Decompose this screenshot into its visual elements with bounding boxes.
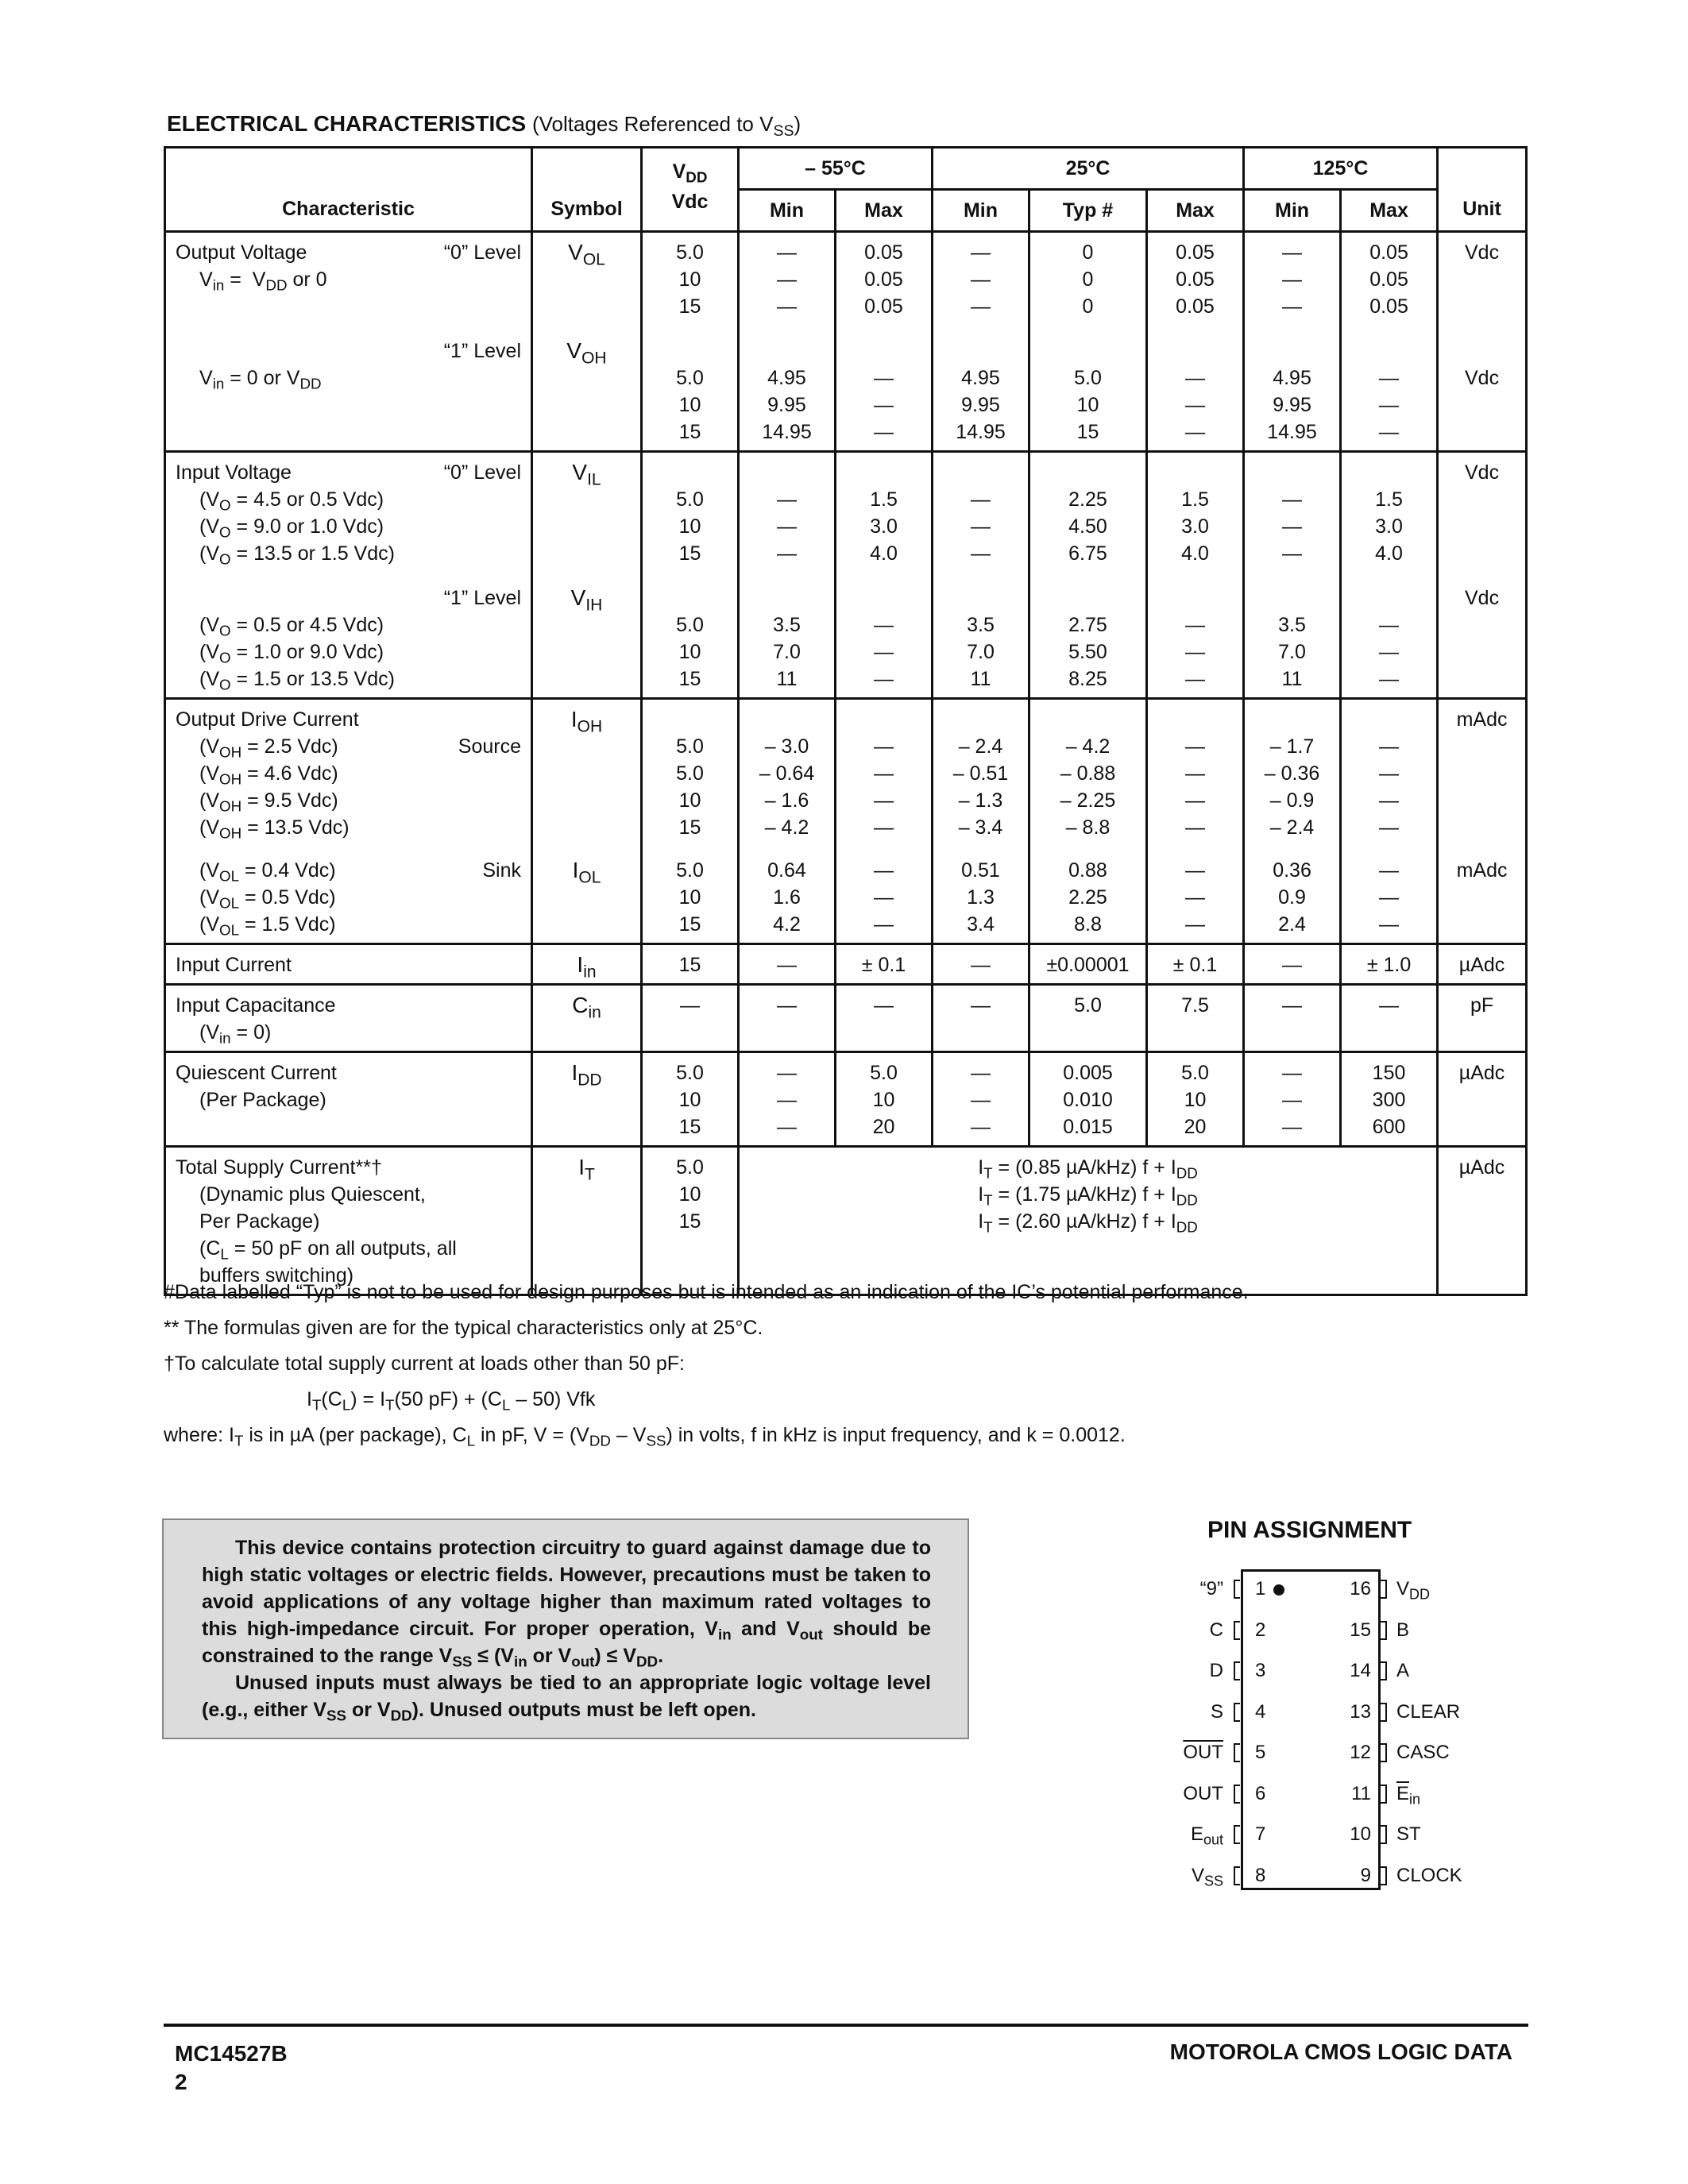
pin-number: 5 <box>1255 1742 1266 1763</box>
pin-label-right: B <box>1396 1619 1410 1641</box>
header-temp-25: 25°C <box>933 148 1244 190</box>
pin-stub <box>1381 1621 1387 1640</box>
pin-stub <box>1381 1866 1387 1885</box>
pin-label-right: CLOCK <box>1396 1864 1462 1886</box>
pin-label-left: S <box>1210 1700 1223 1723</box>
cell-vdd: — <box>642 985 739 1052</box>
pin-label-left: $E_{out}$ <box>1190 1823 1223 1848</box>
cell-value: — — — 4.95 9.95 14.95 <box>1244 232 1341 452</box>
cell-value: 5.0 <box>1029 985 1147 1052</box>
cell-value: 1.5 3.0 4.0 — — — <box>836 452 933 699</box>
pin-number: 6 <box>1255 1782 1266 1804</box>
cell-characteristic: Total Supply Current**† (Dynamic plus Quiescent, Per Package) ($C_L = 50$ pF on all outputs, all buffers switching) <box>165 1147 532 1295</box>
cell-value: – 4.2 – 0.88 – 2.25 – 8.8 0.88 2.25 8.8 <box>1029 699 1147 944</box>
pin-stub <box>1381 1580 1387 1599</box>
cell-value: — — — 4.95 9.95 14.95 <box>933 232 1029 452</box>
cell-value: — — — 3.5 7.0 11 <box>1244 452 1341 699</box>
cell-vdd: 5.0 5.0 10 15 5.0 10 15 <box>642 699 739 944</box>
header-temp-minus55: – 55°C <box>739 148 933 190</box>
header-characteristic: Characteristic <box>165 148 532 232</box>
pin-label-right: ST <box>1396 1823 1421 1845</box>
header-max: Max <box>836 190 933 232</box>
cell-formula: $I_T = (0.85$ µA/kHz) $f + I_{DD}$ $I_T = (1.75$ µA/kHz) $f + I_{DD}$ $I_T = (2.60$ µA/kHz) $f + I_{DD}$ <box>739 1147 1438 1295</box>
cell-value: 0.05 0.05 0.05 — — — <box>1341 232 1438 452</box>
cell-value: – 1.7 – 0.36 – 0.9 – 2.4 0.36 0.9 2.4 <box>1244 699 1341 944</box>
header-typ: Typ # <box>1029 190 1147 232</box>
pin-label-right: CLEAR <box>1396 1700 1461 1723</box>
pin-label-left: D <box>1209 1660 1223 1681</box>
cell-value: — <box>739 985 836 1052</box>
cell-value: 2.25 4.50 6.75 2.75 5.50 8.25 <box>1029 452 1147 699</box>
footnote-equation: $I_T(C_L) = I_T(50$ $pF) + (C_L - 50)$ Vfk <box>307 1388 596 1414</box>
pin-assignment-title: PIN ASSIGNMENT <box>1207 1517 1412 1543</box>
table-title: ELECTRICAL CHARACTERISTICS (Voltages Referenced to $V_{SS}$) <box>167 111 802 140</box>
cell-symbol: $V_{IL}$ $V_{IH}$ <box>532 452 642 699</box>
table-row <box>165 699 1527 944</box>
cell-characteristic: Output Drive Current ($V_{OH} = 2.5$ Vdc) Source ($V_{OH} = 4.6$ Vdc) ($V_{OH} = 9.5$ Vdc) ($V_{OH} = 13.5$ Vdc) ($V_{OL} = 0.4$ Vdc) Sink ($V_{OL} = 0.5$ Vdc) ($V_{OL} = 1.5$ Vdc) <box>165 699 532 944</box>
footer-left <box>175 2039 288 2097</box>
cell-vdd: 5.0 10 15 5.0 10 15 <box>642 232 739 452</box>
pin-stub <box>1234 1825 1240 1844</box>
pin-label-left: $V_{SS}$ <box>1191 1864 1223 1889</box>
cell-value: 150 300 600 <box>1341 1052 1438 1147</box>
pin-number: 14 <box>1350 1660 1371 1681</box>
electrical-characteristics-table <box>164 146 1528 1296</box>
cell-symbol: $V_{OL}$ $V_{OH}$ <box>532 232 642 452</box>
pin-stub <box>1381 1703 1387 1722</box>
pin-number: 7 <box>1255 1823 1266 1845</box>
cell-characteristic: Output Voltage “0” Level $V_{in} = V_{DD}$ or 0 “1” Level $V_{in} = 0$ or $V_{DD}$ <box>165 232 532 452</box>
header-max: Max <box>1341 190 1438 232</box>
table-row <box>165 1147 1527 1295</box>
warning-paragraph-2: Unused inputs must always be tied to an appropriate logic voltage level (e.g., either $V_{SS}$ or $V_{DD}$). Unused outputs must be left open. <box>202 1672 931 1724</box>
pin-number: 4 <box>1255 1700 1266 1723</box>
cell-value: — — — <box>933 1052 1029 1147</box>
cell-value: — — — — — — — <box>836 699 933 944</box>
cell-value: — — — <box>739 1052 836 1147</box>
footnote-where: where: $I_T$ is in µA (per package), $C_L$ in pF, $V = (V_{DD} - V_{SS})$ in volts, f in kHz is input frequency, and k = 0.0012. <box>164 1424 1126 1449</box>
cell-unit: µAdc <box>1438 1052 1527 1147</box>
cell-vdd: 5.0 10 15 <box>642 1052 739 1147</box>
pin-label-right: A <box>1396 1660 1410 1681</box>
pin-number: 9 <box>1360 1864 1371 1886</box>
footer-brand: MOTOROLA CMOS LOGIC DATA <box>1169 2039 1512 2064</box>
pin-number: 16 <box>1350 1578 1371 1599</box>
cell-value: — <box>933 944 1029 985</box>
cell-value: – 3.0 – 0.64 – 1.6 – 4.2 0.64 1.6 4.2 <box>739 699 836 944</box>
cell-value: 1.5 3.0 4.0 — — — <box>1341 452 1438 699</box>
cell-value: – 2.4 – 0.51 – 1.3 – 3.4 0.51 1.3 3.4 <box>933 699 1029 944</box>
pin-number: 11 <box>1351 1782 1371 1804</box>
table-row <box>165 985 1527 1052</box>
footer-rule <box>164 2024 1528 2027</box>
pin-number: 10 <box>1350 1823 1371 1845</box>
pin-label-left: C <box>1209 1619 1223 1641</box>
cell-value: — — — <box>1244 1052 1341 1147</box>
table-row <box>165 1052 1527 1147</box>
pin-stub <box>1234 1866 1240 1885</box>
cell-characteristic: Input Capacitance $(V_{in} = 0)$ <box>165 985 532 1052</box>
pin-label-left: OUT <box>1183 1782 1223 1804</box>
header-min: Min <box>739 190 836 232</box>
cell-value: — — — 3.5 7.0 11 <box>739 452 836 699</box>
esd-warning-box <box>162 1518 969 1739</box>
cell-value: — <box>1341 985 1438 1052</box>
footnote-formulas: ** The formulas given are for the typical characteristics only at 25°C. <box>164 1317 763 1339</box>
pin1-dot-icon <box>1273 1584 1284 1596</box>
cell-value: — — — — — — — <box>1341 699 1438 944</box>
header-vdd: $V_{DD}$ Vdc <box>642 148 739 232</box>
pin-stub <box>1234 1785 1240 1804</box>
pin-stub <box>1381 1825 1387 1844</box>
pin-number: 3 <box>1255 1660 1266 1681</box>
cell-value: ± 0.1 <box>1147 944 1244 985</box>
cell-value: 1.5 3.0 4.0 — — — <box>1147 452 1244 699</box>
cell-symbol: $I_{in}$ <box>532 944 642 985</box>
pin-stub <box>1234 1621 1240 1640</box>
cell-value: — <box>933 985 1029 1052</box>
table-row <box>165 944 1527 985</box>
cell-characteristic: Quiescent Current (Per Package) <box>165 1052 532 1147</box>
cell-vdd: 15 <box>642 944 739 985</box>
cell-symbol: $I_T$ <box>532 1147 642 1295</box>
pin-label-right: CASC <box>1396 1742 1450 1763</box>
footer-part-number: MC14527B <box>175 2041 288 2066</box>
header-temp-125: 125°C <box>1244 148 1438 190</box>
cell-value: — — — 4.95 9.95 14.95 <box>739 232 836 452</box>
footnote-dagger: †To calculate total supply current at loads other than 50 pF: <box>164 1352 685 1375</box>
cell-vdd: 5.0 10 15 5.0 10 15 <box>642 452 739 699</box>
pin-stub <box>1234 1661 1240 1680</box>
header-min: Min <box>1244 190 1341 232</box>
cell-value: 0.005 0.010 0.015 <box>1029 1052 1147 1147</box>
cell-unit: µAdc <box>1438 944 1527 985</box>
pin-stub <box>1234 1743 1240 1762</box>
cell-value: 0.05 0.05 0.05 — — — <box>1147 232 1244 452</box>
cell-value: — — — 3.5 7.0 11 <box>933 452 1029 699</box>
cell-characteristic: Input Voltage “0” Level ($V_O = 4.5$ or 0.5 Vdc) ($V_O = 9.0$ or 1.0 Vdc) ($V_O = 13.5$ or 1.5 Vdc) “1” Level ($V_O = 0.5$ or 4.5 Vdc) ($V_O = 1.0$ or 9.0 Vdc) ($V_O = 1.5$ or 13.5 Vdc) <box>165 452 532 699</box>
cell-value: ±0.00001 <box>1029 944 1147 985</box>
cell-unit: Vdc Vdc <box>1438 452 1527 699</box>
header-unit: Unit <box>1438 148 1527 232</box>
cell-value: 0.05 0.05 0.05 — — — <box>836 232 933 452</box>
pin-stub <box>1381 1661 1387 1680</box>
pin-label-right: $V_{DD}$ <box>1396 1578 1431 1603</box>
cell-characteristic: Input Current <box>165 944 532 985</box>
cell-symbol: $C_{in}$ <box>532 985 642 1052</box>
pin-label-left: “9” <box>1199 1578 1223 1599</box>
pin-stub <box>1381 1785 1387 1804</box>
pin-label-left: $\overline{OUT}$ <box>1183 1742 1223 1763</box>
cell-value: — <box>1244 944 1341 985</box>
pin-number: 13 <box>1350 1700 1371 1723</box>
cell-unit: µAdc <box>1438 1147 1527 1295</box>
header-symbol: Symbol <box>532 148 642 232</box>
table-row <box>165 232 1527 452</box>
cell-value: — <box>739 944 836 985</box>
cell-symbol: $I_{OH}$ $I_{OL}$ <box>532 699 642 944</box>
pin-number: 15 <box>1350 1619 1371 1641</box>
footer-page-number: 2 <box>175 2070 187 2094</box>
cell-value: 5.0 10 20 <box>836 1052 933 1147</box>
pin-stub <box>1234 1580 1240 1599</box>
cell-value: 7.5 <box>1147 985 1244 1052</box>
cell-value: — <box>1244 985 1341 1052</box>
pin-label-right: $\overline{E}_{in}$ <box>1396 1782 1421 1807</box>
cell-unit: mAdc mAdc <box>1438 699 1527 944</box>
header-min: Min <box>933 190 1029 232</box>
cell-vdd: 5.0 10 15 <box>642 1147 739 1295</box>
cell-value: 0 0 0 5.0 10 15 <box>1029 232 1147 452</box>
warning-paragraph-1: This device contains protection circuitry to guard against damage due to high static voltages or electric fields. However, precautions must be taken to avoid applications of any voltage higher than maximum rated voltages to this high-impedance circuit. For proper operation, $V_{in}$ and $V_{out}$ should be constrained to the range $V_{SS} \le (V_{in}$ or $V_{out}) \le V_{DD}$. <box>202 1537 931 1670</box>
pin-stub <box>1234 1703 1240 1722</box>
pin-number: 8 <box>1255 1864 1266 1886</box>
cell-value: ± 1.0 <box>1341 944 1438 985</box>
cell-value: — <box>836 985 933 1052</box>
cell-value: 5.0 10 20 <box>1147 1052 1244 1147</box>
pin-number: 2 <box>1255 1619 1266 1641</box>
footnote-typ: #Data labelled “Typ” is not to be used for design purposes but is intended as an indication of the IC’s potential performance. <box>164 1281 1249 1303</box>
pin-stub <box>1381 1743 1387 1762</box>
cell-value: ± 0.1 <box>836 944 933 985</box>
cell-symbol: $I_{DD}$ <box>532 1052 642 1147</box>
pin-number: 1 <box>1255 1576 1284 1603</box>
cell-unit: Vdc Vdc <box>1438 232 1527 452</box>
table-row <box>165 452 1527 699</box>
header-max: Max <box>1147 190 1244 232</box>
cell-unit: pF <box>1438 985 1527 1052</box>
cell-value: — — — — — — — <box>1147 699 1244 944</box>
pin-number: 12 <box>1350 1742 1371 1763</box>
